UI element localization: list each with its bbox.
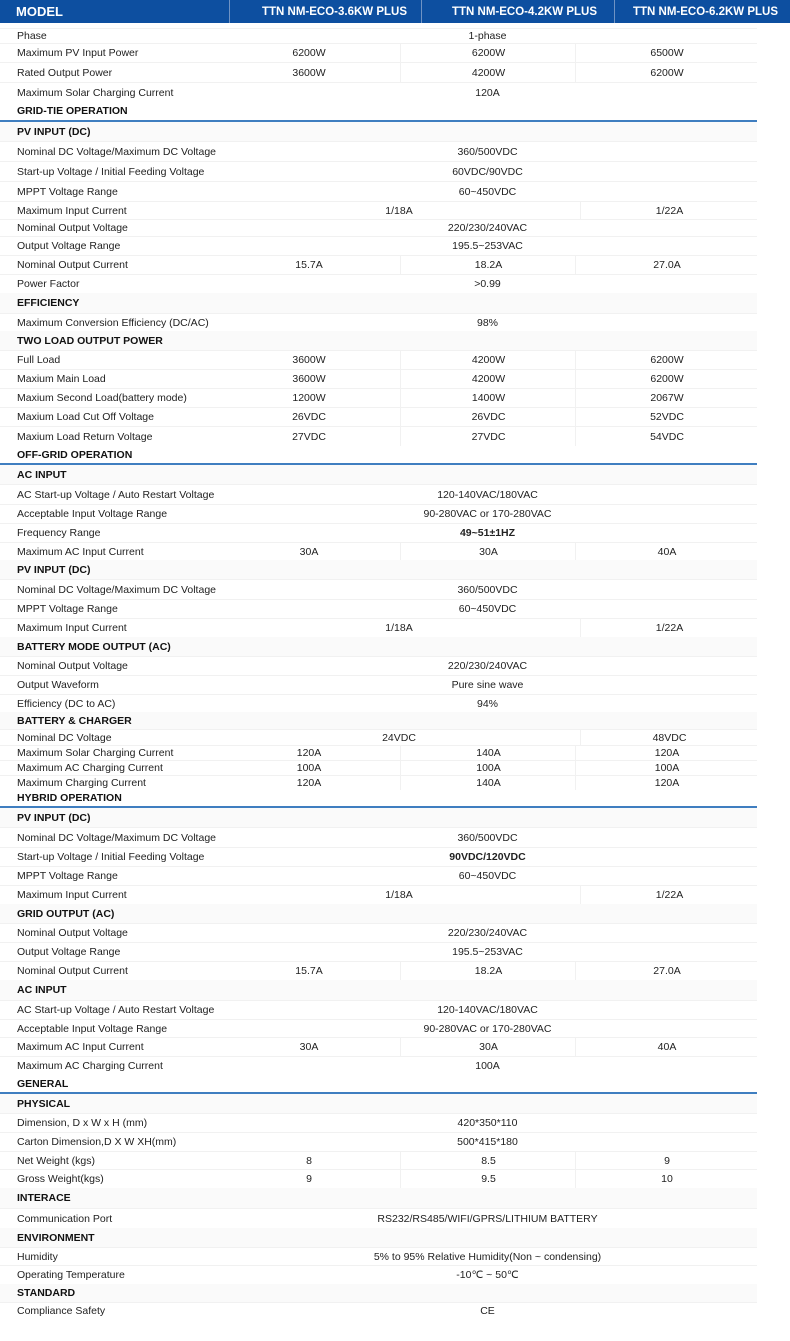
spec-values — [218, 848, 757, 866]
spec-row — [0, 745, 757, 760]
spec-values — [218, 943, 757, 961]
spec-row — [0, 760, 757, 775]
spec-label: Maximum AC Input Current — [17, 545, 144, 558]
spec-row — [0, 181, 757, 201]
spec-row — [0, 62, 757, 82]
spec-label: Frequency Range — [17, 527, 101, 539]
subsection-heading: PV INPUT (DC) — [0, 122, 757, 141]
spec-values — [218, 408, 757, 426]
spec-value: 15.7A — [295, 965, 323, 977]
spec-value: 30A — [299, 545, 319, 558]
spec-row — [0, 1000, 757, 1019]
spec-value: 100A — [475, 1060, 500, 1072]
spec-values — [218, 1001, 757, 1019]
spec-value: 140A — [400, 776, 576, 790]
spec-row — [0, 219, 757, 236]
spec-row — [0, 1113, 757, 1132]
spec-row — [0, 161, 757, 181]
spec-label: Gross Weight(kgs) — [17, 1173, 104, 1185]
spec-values — [218, 1114, 757, 1132]
model-column-header: TTN NM-ECO-4.2KW PLUS — [421, 0, 614, 23]
spec-label: Nominal Output Voltage — [17, 222, 128, 234]
spec-value: 40A — [575, 543, 758, 560]
spec-value: 120A — [575, 746, 758, 760]
spec-value: 60VDC/90VDC — [452, 165, 523, 178]
spec-label: Maximum AC Charging Current — [17, 762, 163, 774]
spec-value: 27.0A — [575, 962, 758, 980]
spec-value: 120-140VAC/180VAC — [437, 488, 538, 501]
spec-values — [218, 1170, 757, 1188]
subsection-heading: PHYSICAL — [0, 1094, 757, 1113]
spec-value: 4200W — [400, 63, 576, 82]
model-column-header: TTN NM-ECO-6.2KW PLUS — [614, 0, 790, 23]
spec-row — [0, 255, 757, 274]
spec-value: 40A — [575, 1038, 758, 1056]
spec-value: 90-280VAC or 170-280VAC — [423, 508, 552, 520]
spec-values — [218, 44, 757, 62]
spec-row — [0, 484, 757, 504]
spec-values — [218, 600, 757, 618]
spec-row — [0, 542, 757, 560]
spec-row — [0, 961, 757, 980]
spec-values — [218, 256, 757, 274]
spec-label: Humidity — [17, 1250, 58, 1263]
spec-values — [218, 543, 757, 560]
spec-value: 18.2A — [400, 256, 576, 274]
spec-value: 27VDC — [400, 427, 576, 446]
spec-values — [218, 220, 757, 236]
spec-value: 3600W — [292, 354, 326, 366]
spec-row — [0, 1208, 757, 1228]
spec-values — [218, 505, 757, 523]
spec-values — [218, 142, 757, 161]
spec-value: 30A — [400, 1038, 576, 1056]
spec-row — [0, 1037, 757, 1056]
spec-row — [0, 388, 757, 407]
spec-label: Compliance Safety — [17, 1305, 106, 1317]
spec-value: 9 — [306, 1173, 312, 1185]
spec-values — [218, 676, 757, 694]
spec-label: Phase — [17, 30, 47, 42]
spec-row — [0, 1132, 757, 1151]
spec-value: 8.5 — [400, 1152, 576, 1169]
spec-label: Nominal Output Current — [17, 965, 128, 977]
subsection-heading: AC INPUT — [0, 980, 757, 1000]
spec-values — [218, 619, 757, 637]
spec-values — [218, 524, 757, 542]
spec-values — [218, 776, 757, 790]
spec-value: 220/230/240VAC — [447, 222, 528, 234]
spec-values — [218, 389, 757, 407]
spec-label: Maximum Solar Charging Current — [17, 86, 174, 99]
spec-values — [218, 828, 757, 847]
subsection-heading: TWO LOAD OUTPUT POWER — [0, 331, 757, 350]
spec-label: Nominal DC Voltage/Maximum DC Voltage — [17, 831, 216, 844]
spec-values — [218, 275, 757, 293]
spec-values — [218, 29, 757, 43]
spec-value: 24VDC — [382, 731, 416, 744]
spec-row — [0, 1056, 757, 1075]
spec-row — [0, 350, 757, 369]
spec-value: 27VDC — [292, 430, 326, 443]
spec-value: Pure sine wave — [451, 679, 524, 691]
spec-label: Maximum Solar Charging Current — [17, 747, 174, 759]
spec-label: Start-up Voltage / Initial Feeding Voltage — [17, 165, 205, 178]
section-heading: GENERAL — [0, 1075, 757, 1094]
spec-row — [0, 942, 757, 961]
spec-values — [218, 1266, 757, 1284]
spec-value: 90-280VAC or 170-280VAC — [423, 1022, 552, 1035]
spec-value: 54VDC — [575, 427, 758, 446]
spec-label: Start-up Voltage / Initial Feeding Voltage — [17, 851, 205, 863]
spec-row — [0, 28, 757, 43]
spec-value: 100A — [575, 761, 758, 775]
spec-value: 360/500VDC — [457, 831, 518, 844]
spec-value: CE — [480, 1305, 495, 1317]
spec-label: Maximum PV Input Power — [17, 47, 139, 59]
spec-label: Output Voltage Range — [17, 240, 121, 252]
spec-row — [0, 523, 757, 542]
spec-label: MPPT Voltage Range — [17, 185, 118, 198]
spec-value: 100A — [400, 761, 576, 775]
spec-value: 6200W — [575, 63, 758, 82]
spec-label: Operating Temperature — [17, 1269, 125, 1281]
spec-label: Power Factor — [17, 278, 80, 290]
spec-label: Acceptable Input Voltage Range — [17, 1022, 168, 1035]
spec-row — [0, 1265, 757, 1284]
model-column-header: TTN NM-ECO-3.6KW PLUS — [229, 0, 421, 23]
subsection-heading: BATTERY MODE OUTPUT (AC) — [0, 637, 757, 656]
spec-label: Net Weight (kgs) — [17, 1154, 95, 1167]
spec-values — [218, 746, 757, 760]
spec-values — [218, 1152, 757, 1169]
spec-value: 10 — [575, 1170, 758, 1188]
spec-label: Communication Port — [17, 1212, 113, 1225]
spec-label: Output Waveform — [17, 679, 99, 691]
spec-value: 26VDC — [292, 411, 326, 423]
spec-values — [218, 237, 757, 255]
subsection-heading: INTERACE — [0, 1188, 757, 1208]
subsection-heading: EFFICIENCY — [0, 293, 757, 313]
spec-value: 120-140VAC/180VAC — [437, 1004, 538, 1016]
model-header: MODEL — [0, 0, 229, 23]
section-heading: HYBRID OPERATION — [0, 790, 757, 808]
spec-label: Nominal DC Voltage/Maximum DC Voltage — [17, 583, 216, 596]
spec-row — [0, 82, 757, 102]
spec-value: 1/22A — [580, 202, 758, 219]
spec-values — [218, 924, 757, 942]
spec-value: 1/18A — [385, 204, 413, 217]
spec-values — [218, 314, 757, 331]
spec-row — [0, 141, 757, 161]
spec-label: Nominal DC Voltage/Maximum DC Voltage — [17, 145, 216, 158]
spec-label: Maxium Load Cut Off Voltage — [17, 411, 154, 423]
spec-value: 60~450VDC — [458, 603, 517, 615]
spec-values — [218, 867, 757, 885]
spec-values — [218, 63, 757, 82]
subsection-heading: ENVIRONMENT — [0, 1228, 757, 1247]
spec-label: Maximum Input Current — [17, 622, 127, 634]
spec-value: 3600W — [292, 373, 326, 385]
spec-label: Nominal Output Voltage — [17, 660, 128, 672]
spec-value: 4200W — [400, 351, 576, 369]
subsection-heading: PV INPUT (DC) — [0, 560, 757, 579]
spec-row — [0, 43, 757, 62]
spec-row — [0, 1247, 757, 1265]
spec-label: Maximum AC Charging Current — [17, 1060, 163, 1072]
spec-row — [0, 1151, 757, 1169]
spec-value: 120A — [296, 777, 322, 789]
spec-value: 6200W — [575, 370, 758, 388]
spec-row — [0, 827, 757, 847]
spec-value: 120A — [296, 747, 322, 759]
spec-label: Maximum Charging Current — [17, 777, 146, 789]
spec-row — [0, 236, 757, 255]
spec-row — [0, 885, 757, 904]
spec-values — [218, 162, 757, 181]
spec-row — [0, 274, 757, 293]
spec-label: Maximum Input Current — [17, 204, 127, 217]
spec-row — [0, 599, 757, 618]
spec-label: Efficiency (DC to AC) — [17, 697, 116, 710]
spec-value: 27.0A — [575, 256, 758, 274]
spec-row — [0, 618, 757, 637]
spec-label: MPPT Voltage Range — [17, 603, 118, 615]
spec-label: Nominal Output Current — [17, 259, 128, 271]
spec-values — [218, 485, 757, 504]
spec-values — [218, 427, 757, 446]
spec-row — [0, 694, 757, 712]
spec-label: Rated Output Power — [17, 66, 113, 79]
spec-value: 9 — [575, 1152, 758, 1169]
spec-value: -10℃ ~ 50℃ — [456, 1269, 519, 1281]
subsection-heading: PV INPUT (DC) — [0, 808, 757, 827]
spec-value: 6200W — [575, 351, 758, 369]
spec-row — [0, 775, 757, 790]
spec-row — [0, 1169, 757, 1188]
subsection-heading: GRID OUTPUT (AC) — [0, 904, 757, 923]
spec-values — [218, 202, 757, 219]
spec-value: 360/500VDC — [457, 583, 518, 596]
spec-label: Acceptable Input Voltage Range — [17, 508, 168, 520]
spec-values — [218, 962, 757, 980]
spec-values — [218, 886, 757, 904]
subsection-heading: AC INPUT — [0, 465, 757, 484]
spec-row — [0, 656, 757, 675]
spec-value: RS232/RS485/WIFI/GPRS/LITHIUM BATTERY — [377, 1212, 598, 1225]
spec-value: 60~450VDC — [458, 185, 517, 198]
spec-row — [0, 847, 757, 866]
spec-values — [218, 730, 757, 745]
spec-row — [0, 1019, 757, 1037]
spec-label: AC Start-up Voltage / Auto Restart Voltage — [17, 1004, 215, 1016]
spec-value: 18.2A — [400, 962, 576, 980]
spec-value: 26VDC — [400, 408, 576, 426]
spec-value: 9.5 — [400, 1170, 576, 1188]
spec-value: 6500W — [575, 44, 758, 62]
spec-value: 98% — [476, 316, 498, 329]
spec-label: Maxium Main Load — [17, 373, 106, 385]
section-heading: OFF-GRID OPERATION — [0, 446, 757, 465]
spec-values — [218, 370, 757, 388]
spec-row — [0, 313, 757, 331]
spec-value: 4200W — [400, 370, 576, 388]
subsection-heading: STANDARD — [0, 1284, 757, 1302]
spec-label: Nominal DC Voltage — [17, 731, 112, 744]
spec-value: 120A — [575, 776, 758, 790]
table-header — [0, 0, 790, 23]
spec-value: 1/18A — [385, 622, 413, 634]
spec-value: 3600W — [292, 66, 326, 79]
spec-values — [218, 1303, 757, 1319]
spec-row — [0, 866, 757, 885]
spec-value: 2067W — [575, 389, 758, 407]
spec-values — [218, 182, 757, 201]
spec-label: AC Start-up Voltage / Auto Restart Voltage — [17, 488, 215, 501]
spec-values — [218, 1133, 757, 1151]
spec-value: 48VDC — [580, 730, 758, 745]
spec-value: 30A — [400, 543, 576, 560]
spec-row — [0, 579, 757, 599]
spec-row — [0, 201, 757, 219]
spec-row — [0, 675, 757, 694]
spec-values — [218, 761, 757, 775]
spec-value: 120A — [475, 86, 500, 99]
spec-value: 52VDC — [575, 408, 758, 426]
spec-label: Carton Dimension,D X W XH(mm) — [17, 1136, 177, 1148]
spec-label: Maxium Load Return Voltage — [17, 430, 153, 443]
spec-values — [218, 1038, 757, 1056]
subsection-heading: BATTERY & CHARGER — [0, 712, 757, 729]
spec-value: 360/500VDC — [457, 145, 518, 158]
spec-value: 1400W — [400, 389, 576, 407]
spec-value: 6200W — [400, 44, 576, 62]
spec-values — [218, 695, 757, 712]
spec-label: Maxium Second Load(battery mode) — [17, 392, 187, 404]
spec-value: 195.5~253VAC — [452, 946, 523, 958]
spec-row — [0, 1302, 757, 1319]
section-heading: GRID-TIE OPERATION — [0, 102, 757, 122]
spec-row — [0, 729, 757, 745]
spec-label: Nominal Output Voltage — [17, 927, 128, 939]
spec-values — [218, 1057, 757, 1075]
spec-row — [0, 407, 757, 426]
spec-value: 100A — [296, 762, 322, 774]
spec-values — [218, 580, 757, 599]
spec-value: 195.5~253VAC — [452, 240, 523, 252]
spec-label: Dimension, D x W x H (mm) — [17, 1117, 148, 1129]
spec-value: 94% — [476, 697, 498, 710]
spec-value: 60~450VDC — [458, 870, 517, 882]
spec-row — [0, 504, 757, 523]
spec-value: 420*350*110 — [457, 1117, 518, 1129]
spec-value: 1200W — [292, 392, 326, 404]
spec-label: Maximum AC Input Current — [17, 1041, 144, 1053]
spec-row — [0, 426, 757, 446]
spec-values — [218, 657, 757, 675]
spec-row — [0, 923, 757, 942]
spec-value: 6200W — [292, 47, 326, 59]
spec-row — [0, 369, 757, 388]
spec-value: 1/22A — [580, 886, 758, 904]
spec-value: 220/230/240VAC — [447, 927, 528, 939]
spec-value: 49~51±1HZ — [459, 527, 516, 539]
spec-values — [218, 1248, 757, 1265]
spec-values — [218, 351, 757, 369]
spec-value: 1-phase — [468, 30, 507, 42]
spec-label: Maximum Input Current — [17, 889, 127, 901]
spec-value: 1/22A — [580, 619, 758, 637]
spec-label: MPPT Voltage Range — [17, 870, 118, 882]
spec-values — [218, 83, 757, 102]
spec-label: Full Load — [17, 354, 61, 366]
spec-values — [218, 1209, 757, 1228]
spec-value: 500*415*180 — [457, 1136, 518, 1148]
spec-value: 15.7A — [295, 259, 323, 271]
spec-value: 90VDC/120VDC — [449, 851, 526, 863]
spec-value: 140A — [400, 746, 576, 760]
spec-value: 220/230/240VAC — [447, 660, 528, 672]
spec-value: 8 — [306, 1154, 312, 1167]
spec-label: Maximum Conversion Efficiency (DC/AC) — [17, 316, 209, 329]
spec-value: >0.99 — [474, 278, 501, 290]
spec-value: 5% to 95% Relative Humidity(Non ~ condensing) — [373, 1250, 602, 1263]
spec-label: Output Voltage Range — [17, 946, 121, 958]
spec-value: 30A — [299, 1041, 319, 1053]
spec-values — [218, 1020, 757, 1037]
spec-value: 1/18A — [385, 889, 413, 901]
